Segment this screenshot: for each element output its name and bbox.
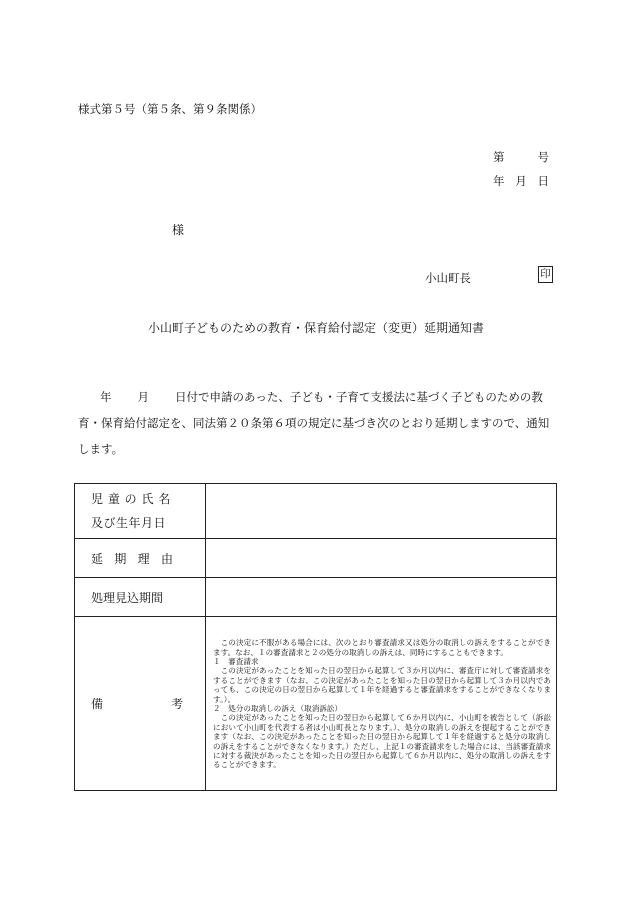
delay-reason-char: 期 xyxy=(114,551,127,566)
child-name-value[interactable] xyxy=(206,484,557,539)
delay-reason-char: 理 xyxy=(137,551,150,566)
number-prefix: 第 xyxy=(493,150,505,164)
remarks-lawsuit-text: この決定があったことを知った日の翌日から起算して６か月以内に、小山町を被告として（訴訟において小山町を代表する者は小山町長となります。）、処分の取消しの訴えを提起することができます（なお、この決定があったことを知った日の翌日から起算して１年を経過すると処分の取消しの訴えをすることができなくなります。）ただし、上記１の審査請求をした場合には、当該審査請求に対する裁決があったことを知った日の翌日から起算して６か月以内に、処分の取消しの訴えをすることができます。 xyxy=(213,713,551,770)
date-month: 月 xyxy=(515,174,527,188)
table-row xyxy=(75,539,557,578)
remarks-appeal-text: この決定があったことを知った日の翌日から起算して３か月以内に、審査庁に対して審査請求をすることができます（なお、この決定があったことを知った日の翌日から起算して３か月以内であっても、この決定の日の翌日から起算して１年を経過すると審査請求をすることができなくなります。）。 xyxy=(213,666,551,704)
document-date xyxy=(493,173,549,189)
delay-reason-label xyxy=(75,539,206,578)
child-name-label-line1: 児 童 の 氏 名 xyxy=(91,492,171,506)
processing-period-value[interactable] xyxy=(206,578,557,617)
processing-period-label: 処理見込期間 xyxy=(75,578,206,617)
seal-mark: 印 xyxy=(538,266,553,283)
addressee-suffix: 様 xyxy=(172,223,185,237)
remarks-label xyxy=(75,617,206,791)
remarks-heading-appeal: １ 審査請求 xyxy=(213,656,259,666)
table-row xyxy=(75,617,557,791)
issuer-name: 小山町長 xyxy=(425,271,471,285)
table-row xyxy=(75,484,557,539)
delay-reason-char: 延 xyxy=(91,551,104,566)
table-row xyxy=(75,578,557,617)
document-number xyxy=(493,149,549,165)
child-name-label xyxy=(75,484,206,539)
delay-reason-char: 由 xyxy=(160,551,173,566)
body-year: 年 xyxy=(100,390,112,404)
remarks-char: 備 xyxy=(91,697,104,711)
form-number: 様式第５号（第５条、第９条関係） xyxy=(78,102,262,116)
date-year: 年 xyxy=(493,174,505,188)
delay-reason-value[interactable] xyxy=(206,539,557,578)
number-suffix: 号 xyxy=(537,150,549,164)
document-title: 小山町子どものための教育・保育給付認定（変更）延期通知書 xyxy=(148,321,485,335)
remarks-heading-lawsuit: ２ 処分の取消しの訴え（取消訴訟） xyxy=(213,704,343,713)
remarks-content xyxy=(206,617,557,791)
body-text: 日付で申請のあった、子ども・子育て支援法に基づく子どものための教育・保育給付認定を、同法第２０条第６項の規定に基づき次のとおり延期しますので、通知します。 xyxy=(78,390,550,456)
date-day: 日 xyxy=(537,174,549,188)
notice-body xyxy=(78,384,552,462)
remarks-intro: この決定に不服がある場合には、次のとおり審査請求又は処分の取消しの訴えをすることができます。なお、１の審査請求と２の処分の取消しの訴えは、同時にすることもできます。 xyxy=(213,638,551,657)
body-month: 月 xyxy=(137,390,149,404)
notice-table xyxy=(74,483,557,791)
child-name-label-line2: 及び生年月日 xyxy=(91,516,167,530)
remarks-char: 考 xyxy=(170,697,183,711)
